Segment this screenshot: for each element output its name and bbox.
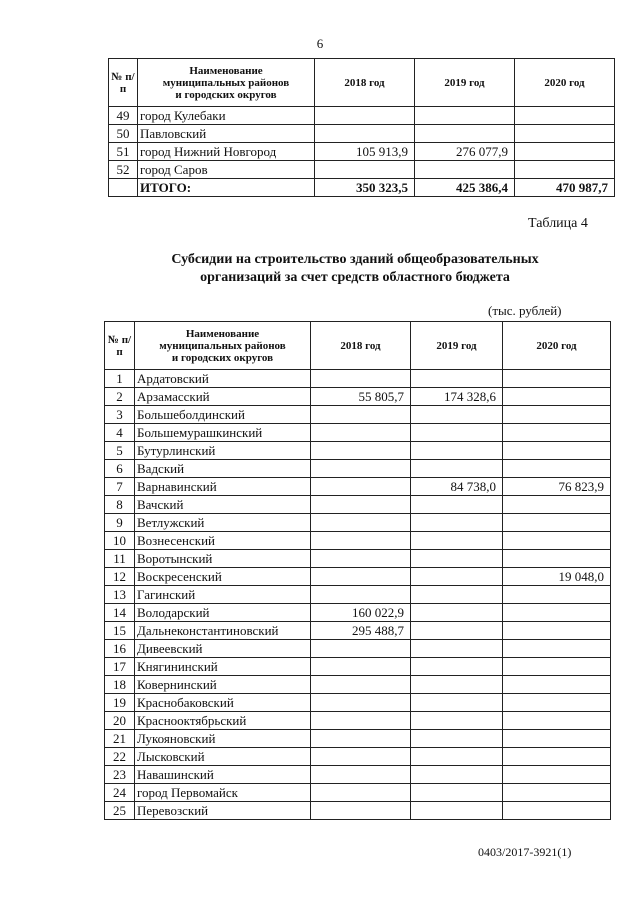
col-header-2019: 2019 год	[411, 322, 503, 370]
row-number: 5	[105, 442, 135, 460]
value-2018	[311, 640, 411, 658]
row-name: Бутурлинский	[135, 442, 311, 460]
value-2018: 105 913,9	[315, 143, 415, 161]
col-header-2019: 2019 год	[415, 59, 515, 107]
value-2018	[311, 730, 411, 748]
table-row	[105, 514, 611, 532]
table-row	[105, 712, 611, 730]
table-row	[105, 622, 611, 640]
value-2020	[503, 676, 611, 694]
value-2020	[503, 496, 611, 514]
value-2019	[411, 640, 503, 658]
value-2018: 55 805,7	[311, 388, 411, 406]
row-number: 15	[105, 622, 135, 640]
value-2018	[311, 712, 411, 730]
table-row	[105, 586, 611, 604]
value-2018	[311, 748, 411, 766]
value-2020	[503, 658, 611, 676]
value-2018	[311, 406, 411, 424]
value-2019	[411, 622, 503, 640]
value-2019	[411, 442, 503, 460]
value-2018	[311, 478, 411, 496]
value-2020	[503, 550, 611, 568]
value-2018	[311, 766, 411, 784]
value-2018	[311, 586, 411, 604]
row-name: Дивеевский	[135, 640, 311, 658]
table-row	[109, 107, 615, 125]
document-code: 0403/2017-3921(1)	[478, 845, 572, 859]
value-2020	[503, 622, 611, 640]
row-number: 24	[105, 784, 135, 802]
value-2019	[411, 514, 503, 532]
value-2020	[503, 388, 611, 406]
total-label: ИТОГО:	[138, 179, 315, 197]
value-2019: 174 328,6	[411, 388, 503, 406]
col-header-2018: 2018 год	[311, 322, 411, 370]
table-row	[105, 658, 611, 676]
table-row	[105, 496, 611, 514]
total-2018: 350 323,5	[315, 179, 415, 197]
table-row	[105, 730, 611, 748]
row-number: 50	[109, 125, 138, 143]
row-number: 16	[105, 640, 135, 658]
value-2020	[515, 143, 615, 161]
value-2019	[411, 424, 503, 442]
row-name: Воскресенский	[135, 568, 311, 586]
table-row	[105, 640, 611, 658]
table-title-line2: организаций за счет средств областного бюджета	[200, 270, 510, 285]
col-header-name	[135, 322, 311, 370]
table-title	[100, 251, 610, 287]
value-2020	[503, 730, 611, 748]
row-name: город Первомайск	[135, 784, 311, 802]
value-2019	[411, 532, 503, 550]
row-number: 11	[105, 550, 135, 568]
value-2018	[311, 784, 411, 802]
row-name: Ветлужский	[135, 514, 311, 532]
col-header-name	[138, 59, 315, 107]
row-name: город Нижний Новгород	[138, 143, 315, 161]
total-row	[109, 179, 615, 197]
table-row	[105, 784, 611, 802]
row-number: 14	[105, 604, 135, 622]
row-number: 2	[105, 388, 135, 406]
row-number: 23	[105, 766, 135, 784]
value-2018: 295 488,7	[311, 622, 411, 640]
value-2019: 276 077,9	[415, 143, 515, 161]
value-2019	[411, 460, 503, 478]
value-2019	[411, 586, 503, 604]
value-2019	[411, 730, 503, 748]
value-2019	[411, 550, 503, 568]
value-2019	[411, 658, 503, 676]
value-2018	[311, 568, 411, 586]
table-row	[105, 604, 611, 622]
value-2018	[311, 550, 411, 568]
value-2019	[415, 161, 515, 179]
value-2020	[503, 766, 611, 784]
col-header-2020: 2020 год	[503, 322, 611, 370]
value-2020	[503, 532, 611, 550]
value-2019	[411, 676, 503, 694]
row-number: 10	[105, 532, 135, 550]
col-header-2018: 2018 год	[315, 59, 415, 107]
value-2020	[515, 107, 615, 125]
row-name: Лукояновский	[135, 730, 311, 748]
value-2020	[515, 161, 615, 179]
row-name: Перевозский	[135, 802, 311, 820]
value-2018	[311, 532, 411, 550]
value-2020	[515, 125, 615, 143]
value-2019	[411, 604, 503, 622]
row-name: город Саров	[138, 161, 315, 179]
row-name: город Кулебаки	[138, 107, 315, 125]
table-row	[105, 388, 611, 406]
value-2019	[411, 568, 503, 586]
row-name: Ардатовский	[135, 370, 311, 388]
table-row	[109, 161, 615, 179]
value-2018	[311, 694, 411, 712]
table-row	[105, 406, 611, 424]
value-2018	[311, 442, 411, 460]
value-2019	[411, 694, 503, 712]
table-row	[109, 125, 615, 143]
value-2020	[503, 784, 611, 802]
col-header-no: № п/п	[109, 59, 138, 107]
row-name: Гагинский	[135, 586, 311, 604]
row-number: 4	[105, 424, 135, 442]
value-2019	[411, 748, 503, 766]
row-number: 1	[105, 370, 135, 388]
table-row	[105, 802, 611, 820]
value-2018: 160 022,9	[311, 604, 411, 622]
value-2018	[311, 658, 411, 676]
row-name: Вознесенский	[135, 532, 311, 550]
value-2019: 84 738,0	[411, 478, 503, 496]
value-2018	[311, 460, 411, 478]
value-2019	[415, 125, 515, 143]
table-subsidies-body	[105, 370, 611, 820]
table-row	[109, 143, 615, 161]
value-2018	[315, 107, 415, 125]
value-2020	[503, 748, 611, 766]
row-name: Воротынский	[135, 550, 311, 568]
row-number: 22	[105, 748, 135, 766]
table-title-line1: Субсидии на строительство зданий общеобразовательных	[171, 252, 539, 267]
row-name: Павловский	[138, 125, 315, 143]
row-number: 8	[105, 496, 135, 514]
row-name: Лысковский	[135, 748, 311, 766]
value-2020	[503, 370, 611, 388]
table-row	[105, 370, 611, 388]
table-row	[105, 694, 611, 712]
row-number: 12	[105, 568, 135, 586]
row-name: Княгининский	[135, 658, 311, 676]
value-2018	[315, 125, 415, 143]
table-row	[105, 568, 611, 586]
value-2020	[503, 406, 611, 424]
table-number-label: Таблица 4	[528, 216, 588, 231]
row-number: 19	[105, 694, 135, 712]
row-name: Краснооктябрьский	[135, 712, 311, 730]
value-2018	[311, 802, 411, 820]
row-name: Краснобаковский	[135, 694, 311, 712]
row-number: 25	[105, 802, 135, 820]
value-2020: 76 823,9	[503, 478, 611, 496]
value-2020	[503, 424, 611, 442]
value-2018	[311, 514, 411, 532]
value-2020	[503, 640, 611, 658]
value-2019	[411, 784, 503, 802]
row-name: Навашинский	[135, 766, 311, 784]
row-name: Варнавинский	[135, 478, 311, 496]
value-2018	[311, 424, 411, 442]
value-2019	[411, 370, 503, 388]
row-number: 52	[109, 161, 138, 179]
value-2020	[503, 460, 611, 478]
row-name: Володарский	[135, 604, 311, 622]
table-row	[105, 766, 611, 784]
row-number: 9	[105, 514, 135, 532]
row-name: Большеболдинский	[135, 406, 311, 424]
col-header-name-line1: Наименование	[189, 64, 263, 77]
total-2019: 425 386,4	[415, 179, 515, 197]
value-2020	[503, 604, 611, 622]
value-2020	[503, 802, 611, 820]
value-2020	[503, 514, 611, 532]
table-row	[105, 748, 611, 766]
table-row	[105, 550, 611, 568]
row-number: 20	[105, 712, 135, 730]
value-2020	[503, 442, 611, 460]
value-2018	[315, 161, 415, 179]
table-row	[105, 442, 611, 460]
row-name: Арзамасский	[135, 388, 311, 406]
units-label: (тыс. рублей)	[488, 303, 562, 318]
col-header-name-line1: Наименование	[185, 327, 260, 340]
value-2019	[411, 406, 503, 424]
row-name: Большемурашкинский	[135, 424, 311, 442]
value-2019	[411, 496, 503, 514]
row-number: 18	[105, 676, 135, 694]
value-2020	[503, 586, 611, 604]
table-row	[105, 460, 611, 478]
page-number: 6	[316, 36, 324, 51]
row-number: 7	[105, 478, 135, 496]
value-2019	[411, 766, 503, 784]
table-continuation-body	[109, 107, 615, 197]
col-header-name-line2: муниципальных районов	[159, 339, 286, 352]
row-name: Ковернинский	[135, 676, 311, 694]
total-2020: 470 987,7	[515, 179, 615, 197]
row-number: 21	[105, 730, 135, 748]
row-number: 13	[105, 586, 135, 604]
col-header-name-line3: и городских округов	[175, 88, 277, 101]
row-name: Вадский	[135, 460, 311, 478]
table-row	[105, 478, 611, 496]
value-2020: 19 048,0	[503, 568, 611, 586]
table-continuation	[108, 58, 615, 197]
col-header-name-line2: муниципальных районов	[162, 76, 290, 89]
value-2020	[503, 712, 611, 730]
value-2018	[311, 496, 411, 514]
value-2018	[311, 676, 411, 694]
row-name: Вачский	[135, 496, 311, 514]
value-2019	[415, 107, 515, 125]
value-2019	[411, 802, 503, 820]
col-header-no: № п/п	[105, 322, 135, 370]
row-number: 51	[109, 143, 138, 161]
table-row	[105, 532, 611, 550]
total-row-number	[109, 179, 138, 197]
col-header-2020: 2020 год	[515, 59, 615, 107]
table-subsidies	[104, 321, 611, 820]
row-number: 17	[105, 658, 135, 676]
table-row	[105, 676, 611, 694]
row-number: 49	[109, 107, 138, 125]
value-2018	[311, 370, 411, 388]
value-2019	[411, 712, 503, 730]
row-name: Дальнеконстантиновский	[135, 622, 311, 640]
col-header-name-line3: и городских округов	[171, 351, 274, 364]
value-2020	[503, 694, 611, 712]
row-number: 3	[105, 406, 135, 424]
table-row	[105, 424, 611, 442]
row-number: 6	[105, 460, 135, 478]
